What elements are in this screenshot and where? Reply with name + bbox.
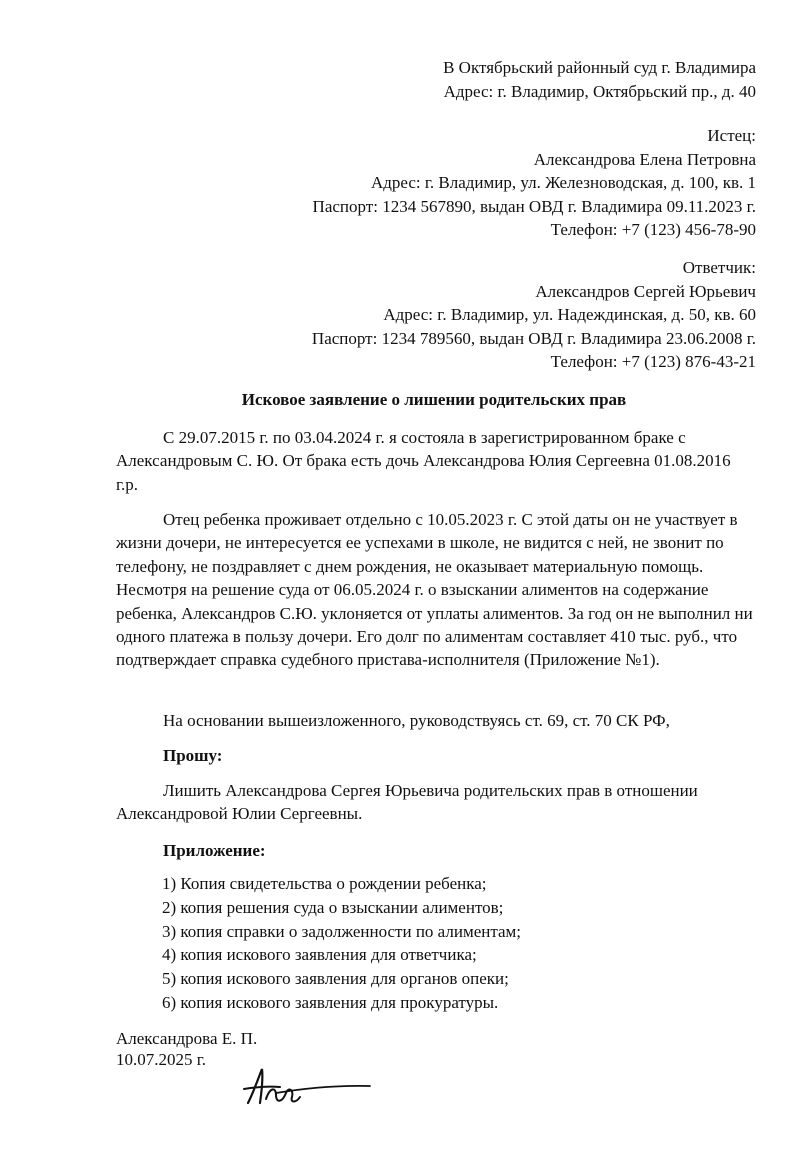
attachment-item: 4) копия искового заявления для ответчика; — [162, 945, 477, 965]
plaintiff-address: Адрес: г. Владимир, ул. Железноводская, д. 100, кв. 1 — [370, 173, 756, 193]
paragraph-legal-basis-text: На основании вышеизложенного, руководствуясь ст. 69, ст. 70 СК РФ, — [163, 711, 670, 730]
attachment-item: 1) Копия свидетельства о рождении ребенка; — [162, 874, 487, 893]
paragraph-circumstances — [116, 508, 756, 672]
paragraph-marriage-text: С 29.07.2015 г. по 03.04.2024 г. я состояла в зарегистрированном браке с Александровым С. Ю. От брака есть дочь Александрова Юлия Сергеевна 01.08.2016 г.р. — [116, 428, 731, 494]
request-heading — [116, 744, 756, 767]
document-title: Исковое заявление о лишении родительских прав — [241, 390, 627, 409]
paragraph-legal-basis — [116, 709, 756, 732]
signature-date: 10.07.2025 г. — [116, 1050, 207, 1069]
attachment-item: 3) копия справки о задолженности по алиментам; — [162, 921, 522, 941]
defendant-address: Адрес: г. Владимир, ул. Надеждинская, д. 50, кв. 60 — [383, 305, 756, 325]
paragraph-request — [116, 779, 756, 826]
defendant-block — [200, 256, 756, 374]
plaintiff-passport: Паспорт: 1234 567890, выдан ОВД г. Владимира 09.11.2023 г. — [312, 196, 756, 216]
attachments-heading-text: Приложение: — [163, 841, 266, 860]
defendant-name: Александров Сергей Юрьевич — [535, 281, 756, 301]
plaintiff-block — [200, 124, 756, 242]
signer-name: Александрова Е. П. — [116, 1029, 258, 1048]
court-line: В Октябрьский районный суд г. Владимира — [443, 58, 756, 77]
plaintiff-role: Истец: — [707, 126, 756, 145]
court-address: Адрес: г. Владимир, Октябрьский пр., д. 40 — [443, 81, 756, 101]
defendant-phone: Телефон: +7 (123) 876-43-21 — [550, 352, 756, 372]
defendant-passport: Паспорт: 1234 789560, выдан ОВД г. Владимира 23.06.2008 г. — [311, 328, 756, 348]
attachments-list — [162, 872, 521, 1015]
plaintiff-name: Александрова Елена Петровна — [533, 149, 756, 169]
paragraph-circumstances-text: Отец ребенка проживает отдельно с 10.05.2023 г. С этой даты он не участвует в жизни дочери, не интересуется ее успехами в школе, не видится с ней, не звонит по телефону, не поздравляет с днем рождения, не оказывает материальную помощь. Несмотря на решение суда от 06.05.2024 г. о взыскании алиментов на содержание ребенка, Александров С.Ю. уклоняется от уплаты алиментов. За год он не выполнил ни одного платежа в пользу дочери. Его долг по алиментам составляет 410 тыс. руб., что подтверждает справка судебного пристава-исполнителя (Приложение №1). — [116, 510, 753, 670]
attachment-item: 5) копия искового заявления для органов опеки; — [162, 969, 509, 989]
paragraph-marriage — [116, 426, 756, 496]
attachment-item: 2) копия решения суда о взыскании алиментов; — [162, 897, 504, 917]
defendant-role: Ответчик: — [682, 258, 756, 277]
attachments-heading — [116, 839, 756, 862]
request-heading-text: Прошу: — [163, 746, 223, 765]
paragraph-request-text: Лишить Александрова Сергея Юрьевича родительских прав в отношении Александровой Юлии Сергеевны. — [116, 781, 698, 824]
attachment-item: 6) копия искового заявления для прокуратуры. — [162, 992, 499, 1012]
handwritten-signature — [236, 1063, 376, 1113]
court-header — [200, 56, 756, 103]
plaintiff-phone: Телефон: +7 (123) 456-78-90 — [550, 220, 756, 240]
